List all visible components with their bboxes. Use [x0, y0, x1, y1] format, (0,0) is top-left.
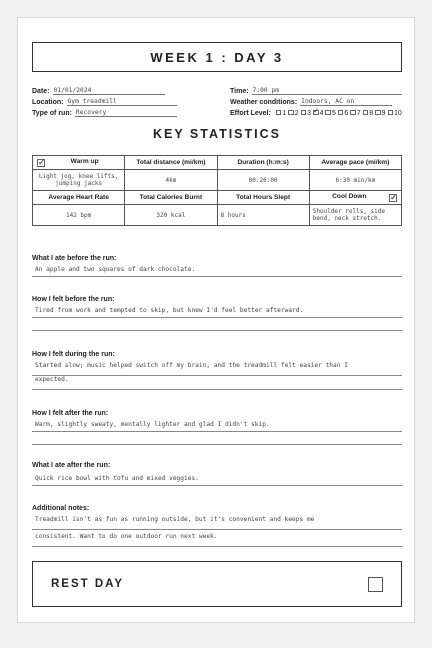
- effort-option-label: 2: [294, 109, 299, 117]
- pace-header: Average pace (mi/km): [309, 156, 401, 170]
- effort-checkbox-icon[interactable]: [301, 110, 307, 116]
- effort-checkbox-icon[interactable]: [325, 110, 331, 116]
- effort-option-label: 3: [307, 109, 312, 117]
- distance-header: Total distance (mi/km): [125, 156, 217, 170]
- run-type-label: Type of run:: [32, 109, 72, 117]
- effort-option-10[interactable]: [386, 110, 402, 117]
- effort-option-label: 10: [394, 109, 402, 117]
- notes-answer-line-1[interactable]: Treadmill isn't as fun as running outside, but it's convenient and keeps me: [32, 516, 402, 530]
- felt-before-blank-line[interactable]: [32, 318, 402, 331]
- stats-value-row-1: [33, 170, 402, 191]
- location-field[interactable]: Gym treadmill: [67, 98, 177, 106]
- ate-after-answer[interactable]: Quick rice bowl with tofu and mixed veggies.: [32, 475, 402, 486]
- effort-option-5[interactable]: [323, 110, 335, 117]
- felt-during-answer-line-1[interactable]: Started slow; music helped switch off my brain, and the treadmill felt easier than I: [32, 362, 402, 376]
- rest-day-checkbox[interactable]: [368, 577, 383, 592]
- duration-value[interactable]: 00:26:00: [217, 170, 309, 191]
- effort-label: Effort Level:: [230, 109, 271, 117]
- weather-label: Weather conditions:: [230, 98, 298, 106]
- rest-day-label: REST DAY: [51, 578, 125, 590]
- felt-after-label: How I felt after the run:: [32, 410, 109, 417]
- notes-section: [32, 505, 402, 547]
- cooldown-header: [309, 191, 401, 205]
- effort-option-label: 4: [319, 109, 324, 117]
- weather-field[interactable]: Indoors, AC on: [300, 98, 392, 106]
- effort-option-label: 8: [369, 109, 374, 117]
- pace-value[interactable]: 6:30 min/km: [309, 170, 401, 191]
- calories-value[interactable]: 320 kcal: [125, 205, 217, 226]
- key-statistics-table: [32, 155, 402, 226]
- effort-option-label: 5: [331, 109, 336, 117]
- run-type-row: [32, 106, 177, 117]
- effort-level-scale: [274, 110, 402, 117]
- felt-during-section: [32, 351, 402, 390]
- felt-before-section: [32, 296, 402, 331]
- location-row: [32, 95, 177, 106]
- ate-before-label: What I ate before the run:: [32, 255, 117, 262]
- date-field[interactable]: 01/01/2024: [53, 87, 165, 95]
- time-label: Time:: [230, 87, 249, 95]
- cooldown-header-label: Cool Down: [332, 193, 367, 200]
- effort-checkbox-icon[interactable]: [375, 110, 381, 116]
- felt-during-label: How I felt during the run:: [32, 351, 115, 358]
- stats-header-row-2: [33, 191, 402, 205]
- effort-row: [230, 106, 402, 117]
- ate-before-answer[interactable]: An apple and two squares of dark chocolate.: [32, 266, 402, 277]
- effort-checkbox-icon[interactable]: [338, 110, 344, 116]
- warmup-check-icon[interactable]: [37, 159, 45, 167]
- warmup-header-label: Warm up: [70, 158, 99, 165]
- effort-option-9[interactable]: [373, 110, 385, 117]
- felt-before-label: How I felt before the run:: [32, 296, 115, 303]
- heart-rate-header: Average Heart Rate: [33, 191, 125, 205]
- effort-option-label: 6: [344, 109, 349, 117]
- notes-answer-line-2[interactable]: consistent. Want to do one outdoor run next week.: [32, 533, 402, 547]
- ate-after-section: [32, 462, 402, 486]
- page-title: [32, 42, 402, 72]
- page-title-text: WEEK 1 : DAY 3: [150, 49, 284, 65]
- distance-value[interactable]: 4km: [125, 170, 217, 191]
- cooldown-value[interactable]: Shoulder rolls, side bend, neck stretch.: [309, 205, 401, 226]
- rest-day-box: [32, 561, 402, 607]
- warmup-header: [33, 156, 125, 170]
- time-field[interactable]: 7:00 pm: [252, 87, 402, 95]
- effort-option-label: 7: [356, 109, 361, 117]
- location-label: Location:: [32, 98, 64, 106]
- ate-after-label: What I ate after the run:: [32, 462, 111, 469]
- sleep-value[interactable]: 8 hours: [217, 205, 309, 226]
- effort-checkbox-icon[interactable]: [276, 110, 282, 116]
- run-details-left: [32, 84, 177, 117]
- notes-label: Additional notes:: [32, 505, 90, 512]
- effort-checkbox-icon[interactable]: [313, 110, 319, 116]
- weather-row: [230, 95, 402, 106]
- run-type-field[interactable]: Recovery: [75, 109, 177, 117]
- effort-option-label: 1: [282, 109, 287, 117]
- effort-option-label: 9: [381, 109, 386, 117]
- felt-after-answer[interactable]: Warm, slightly sweaty, mentally lighter and glad I didn't skip.: [32, 421, 402, 432]
- run-details-right: [230, 84, 402, 117]
- date-label: Date:: [32, 87, 50, 95]
- felt-during-answer-line-2[interactable]: expected.: [32, 376, 402, 390]
- effort-checkbox-icon[interactable]: [288, 110, 294, 116]
- effort-checkbox-icon[interactable]: [363, 110, 369, 116]
- calories-header: Total Calories Burnt: [125, 191, 217, 205]
- time-row: [230, 84, 402, 95]
- duration-header: Duration (h:m:s): [217, 156, 309, 170]
- effort-checkbox-icon[interactable]: [350, 110, 356, 116]
- stats-header-row-1: [33, 156, 402, 170]
- effort-option-2[interactable]: [286, 110, 298, 117]
- effort-checkbox-icon[interactable]: [388, 110, 394, 116]
- ate-before-section: [32, 255, 402, 277]
- date-row: [32, 84, 177, 95]
- journal-page: [17, 17, 415, 623]
- effort-option-4[interactable]: [311, 110, 323, 117]
- effort-option-6[interactable]: [336, 110, 348, 117]
- sleep-header: Total Hours Slept: [217, 191, 309, 205]
- key-statistics-heading: KEY STATISTICS: [152, 127, 281, 141]
- effort-option-7[interactable]: [348, 110, 360, 117]
- stats-value-row-2: [33, 205, 402, 226]
- effort-option-1[interactable]: [274, 110, 286, 117]
- felt-after-blank-line[interactable]: [32, 432, 402, 445]
- cooldown-check-icon[interactable]: [389, 194, 397, 202]
- effort-option-3[interactable]: [299, 110, 311, 117]
- effort-option-8[interactable]: [361, 110, 373, 117]
- warmup-value[interactable]: Light jog, knee lifts, jumping jacks: [33, 170, 125, 191]
- felt-after-section: [32, 410, 402, 445]
- felt-before-answer[interactable]: Tired from work and tempted to skip, but knew I'd feel better afterward.: [32, 307, 402, 318]
- heart-rate-value[interactable]: 142 bpm: [33, 205, 125, 226]
